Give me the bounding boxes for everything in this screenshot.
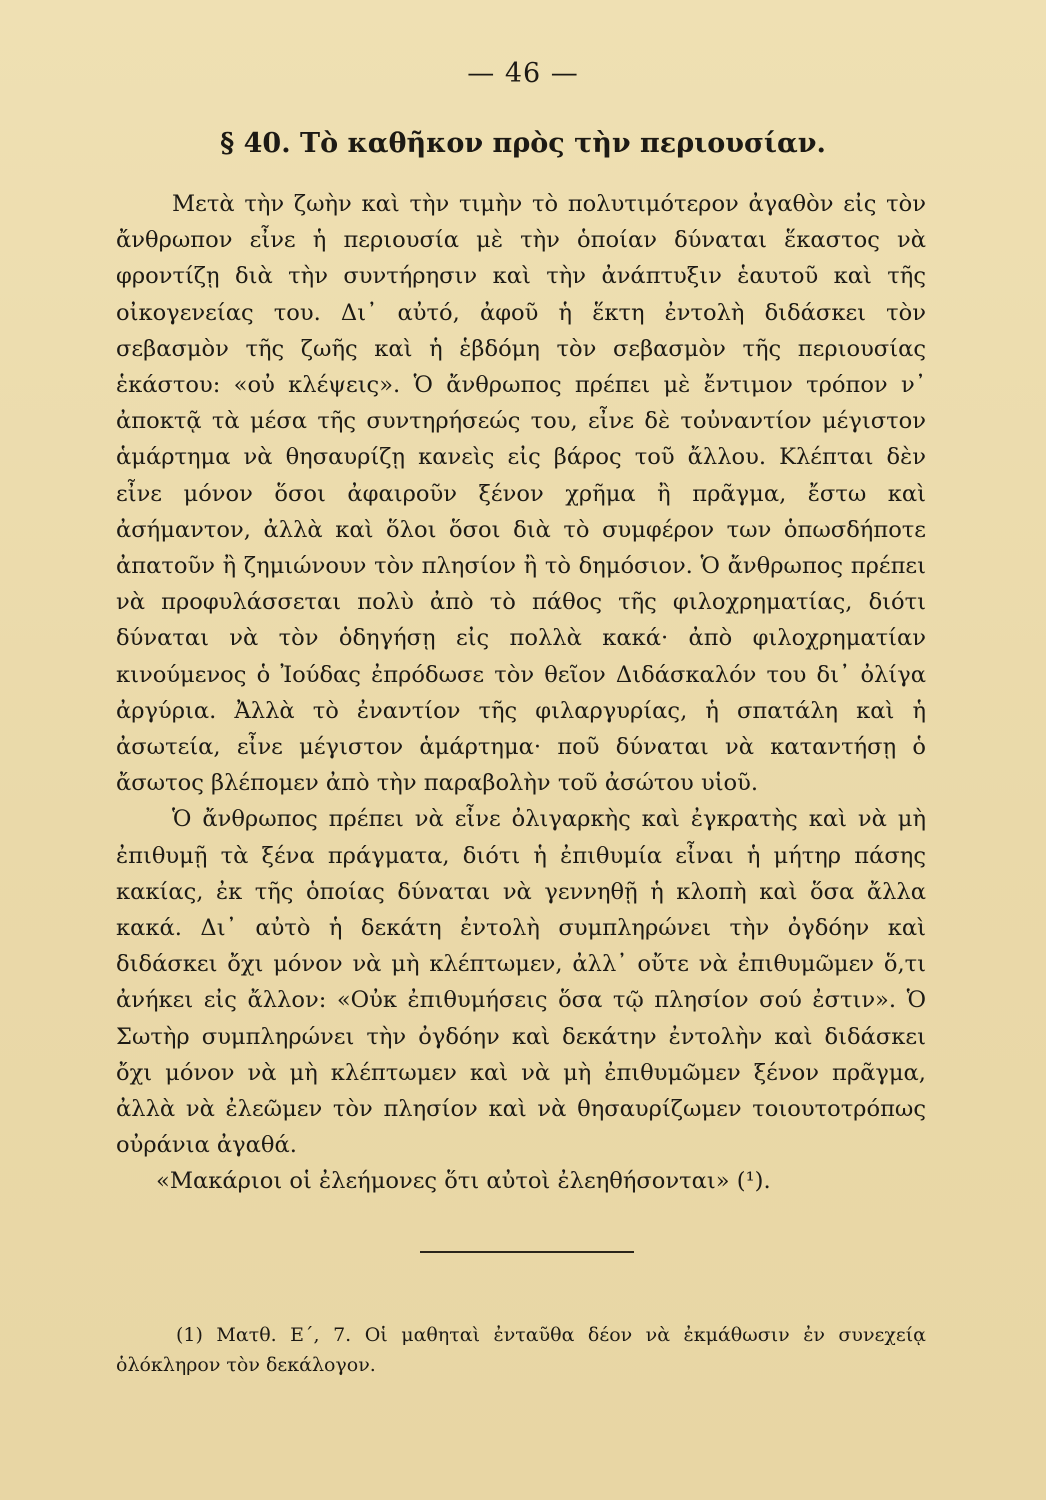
beatitude-quote	[116, 1163, 926, 1199]
section-heading: § 40. Τὸ καθῆκον πρὸς τὴν περιουσίαν.	[220, 128, 826, 159]
footnote-reference: (¹).	[736, 1168, 771, 1195]
footnote-separator	[420, 1251, 634, 1253]
page-number: — 46 —	[467, 58, 579, 89]
paragraph-2: Ὁ ἄνθρωπος πρέπει νὰ εἶνε ὀλιγαρκὴς καὶ ἐγκρατὴς καὶ νὰ μὴ ἐπιθυμῇ τὰ ξένα πράγματα, διότι ἡ ἐπιθυμία εἶναι ἡ μήτηρ πάσης κακίας, ἐκ τῆς ὁποίας δύναται νὰ γεννηθῇ ἡ κλοπὴ καὶ ὅσα ἄλλα κακά. Δι᾽ αὐτὸ ἡ δεκάτη ἐντολὴ συμπληρώνει τὴν ὀγδόην καὶ διδάσκει ὄχι μόνον νὰ μὴ κλέπτωμεν, ἀλλ᾽ οὔτε νὰ ἐπιθυμῶμεν ὅ,τι ἀνήκει εἰς ἄλλον: «Οὐκ ἐπιθυμήσεις ὅσα τῷ πλησίον σού ἐστιν». Ὁ Σωτὴρ συμπληρώνει τὴν ὀγδόην καὶ δεκάτην ἐντολὴν καὶ διδάσκει ὄχι μόνον νὰ μὴ κλέπτωμεν καὶ νὰ μὴ ἐπιθυμῶμεν ξένον πρᾶγμα, ἀλλὰ νὰ ἐλεῶμεν τὸν πλησίον καὶ νὰ θησαυρίζωμεν τοιουτοτρόπως οὐράνια ἀγαθά.	[116, 806, 926, 1159]
quote-text: «Μακάριοι οἱ ἐλεήμονες ὅτι αὐτοὶ ἐλεηθήσονται»	[156, 1168, 730, 1195]
footnote-text: (1) Ματθ. Ε΄, 7. Οἱ μαθηταὶ ἐνταῦθα δέον νὰ ἐκμάθωσιν ἐν συνεχείᾳ ὁλόκληρον τὸν δεκάλογον.	[116, 1324, 926, 1376]
body-text	[116, 186, 926, 1200]
paragraph-1: Μετὰ τὴν ζωὴν καὶ τὴν τιμὴν τὸ πολυτιμότερον ἀγαθὸν εἰς τὸν ἄνθρωπον εἶνε ἡ περιουσία μὲ τὴν ὁποίαν δύναται ἕκαστος νὰ φροντίζῃ διὰ τὴν συντήρησιν καὶ τὴν ἀνάπτυξιν ἑαυτοῦ καὶ τῆς οἰκογενείας του. Δι᾽ αὐτό, ἀφοῦ ἡ ἕκτη ἐντολὴ διδάσκει τὸν σεβασμὸν τῆς ζωῆς καὶ ἡ ἑβδόμη τὸν σεβασμὸν τῆς περιουσίας ἑκάστου: «οὐ κλέψεις». Ὁ ἄνθρωπος πρέπει μὲ ἔντιμον τρόπον ν᾽ ἀποκτᾷ τὰ μέσα τῆς συντηρήσεώς του, εἶνε δὲ τοὐναντίον μέγιστον ἁμάρτημα νὰ θησαυρίζῃ κανεὶς εἰς βάρος τοῦ ἄλλου. Κλέπται δὲν εἶνε μόνον ὅσοι ἀφαιροῦν ξένον χρῆμα ἢ πρᾶγμα, ἔστω καὶ ἀσήμαντον, ἀλλὰ καὶ ὅλοι ὅσοι διὰ τὸ συμφέρον των ὁπωσδήποτε ἀπατοῦν ἢ ζημιώνουν τὸν πλησίον ἢ τὸ δημόσιον. Ὁ ἄνθρωπος πρέπει νὰ προφυλάσσεται πολὺ ἀπὸ τὸ πάθος τῆς φιλοχρηματίας, διότι δύναται νὰ τὸν ὁδηγήσῃ εἰς πολλὰ κακά· ἀπὸ φιλοχρηματίαν κινούμενος ὁ Ἰούδας ἐπρόδωσε τὸν θεῖον Διδάσκαλόν του δι᾽ ὀλίγα ἀργύρια. Ἀλλὰ τὸ ἐναντίον τῆς φιλαργυρίας, ἡ σπατάλη καὶ ἡ ἀσωτεία, εἶνε μέγιστον ἁμάρτημα· ποῦ δύναται νὰ καταντήσῃ ὁ ἄσωτος βλέπομεν ἀπὸ τὴν παραβολὴν τοῦ ἀσώτου υἱοῦ.	[116, 191, 926, 797]
footnote	[116, 1320, 926, 1380]
